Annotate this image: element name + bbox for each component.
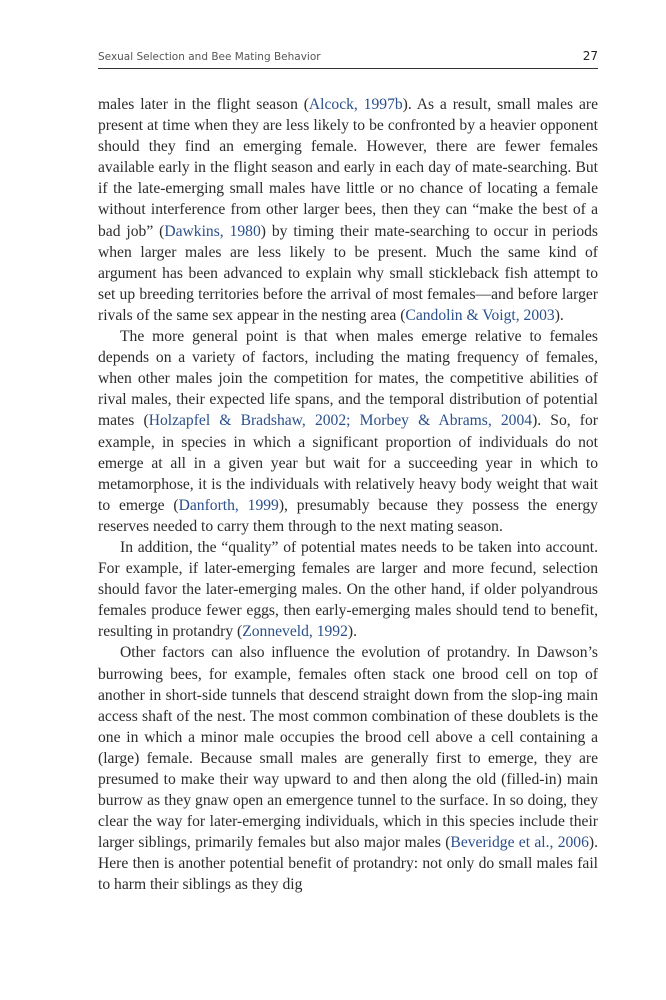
paragraph — [98, 326, 598, 537]
citation-link[interactable]: Holzapfel & Bradshaw, 2002; Morbey & Abrams, 2004 — [148, 412, 533, 430]
text-run: Other factors can also influence the evolution of protandry. In Dawson’s burrowing bees, for example, females often stack one brood cell on top of another in short-side tunnels that descend straight down from the slop-ing main access shaft of the nest. The most common combination of these doublets is the one in which a minor male occupies the brood cell above a cell containing a (large) female. Because small males are generally first to emerge, they are presumed to make their way upward to and then along the old (filled-in) main burrow as they gnaw open an emergence tunnel to the surface. In so doing, they clear the way for later-emerging individuals, which in this species include their larger siblings, primarily females but also major males ( — [98, 644, 598, 852]
text-run: males later in the flight season ( — [98, 96, 309, 113]
running-title: Sexual Selection and Bee Mating Behavior — [98, 51, 321, 63]
text-run: ). As a result, small males are present at time when they are less likely to be confronted by a heavier opponent should they find an emerging female. However, there are fewer females available early in the flight season and early in each day of mate-searching. But if the late-emerging small males have little or no chance of locating a female without interference from other larger bees, then they can “make the best of a bad job” ( — [98, 96, 598, 240]
citation-link[interactable]: Dawkins, 1980 — [164, 222, 261, 240]
text-run: ), presumably because they possess the energy reserves needed to carry them through to the next mating season. — [98, 496, 598, 535]
citation-link[interactable]: Alcock, 1997b — [308, 96, 403, 113]
paragraph — [98, 642, 598, 895]
running-header — [98, 50, 598, 69]
text-run: ). — [347, 623, 357, 641]
body-text — [98, 94, 598, 896]
page-number: 27 — [582, 49, 598, 63]
citation-link[interactable]: Zonneveld, 1992 — [242, 623, 348, 641]
text-run: ). Here then is another potential benefit of protandry: not only do small males fail to harm their siblings as they dig — [98, 834, 598, 894]
text-run: ). — [554, 306, 564, 324]
text-run: In addition, the “quality” of potential mates needs to be taken into account. For example, if later-emerging females are larger and more fecund, selection should favor the later-emerging males. On the other hand, if older polyandrous females produce fewer eggs, then early-emerging males should tend to benefit, resulting in protandry ( — [98, 538, 598, 641]
citation-link[interactable]: Danforth, 1999 — [178, 496, 279, 514]
paragraph — [98, 94, 598, 326]
text-run: ) by timing their mate-searching to occur in periods when larger males are less likely to be present. Much the same kind of argument has been advanced to explain why small stickleback fish attempt to set up breeding territories before the arrival of most females—and before larger rivals of the same sex appear in the nesting area ( — [98, 222, 598, 324]
text-run: ). So, for example, in species in which a significant proportion of individuals do not emerge at all in a given year but wait for a succeeding year in which to metamorphose, it is the individuals with relatively heavy body weight that wait to emerge ( — [98, 412, 598, 514]
text-run: The more general point is that when males emerge relative to females depends on a variety of factors, including the mating frequency of females, when other males join the competition for mates, the competitive abilities of rival males, their expected life spans, and the temporal distribution of potential mates ( — [98, 328, 598, 430]
citation-link[interactable]: Candolin & Voigt, 2003 — [405, 306, 555, 324]
citation-link[interactable]: Beveridge et al., 2006 — [450, 834, 589, 852]
paragraph — [98, 537, 598, 642]
